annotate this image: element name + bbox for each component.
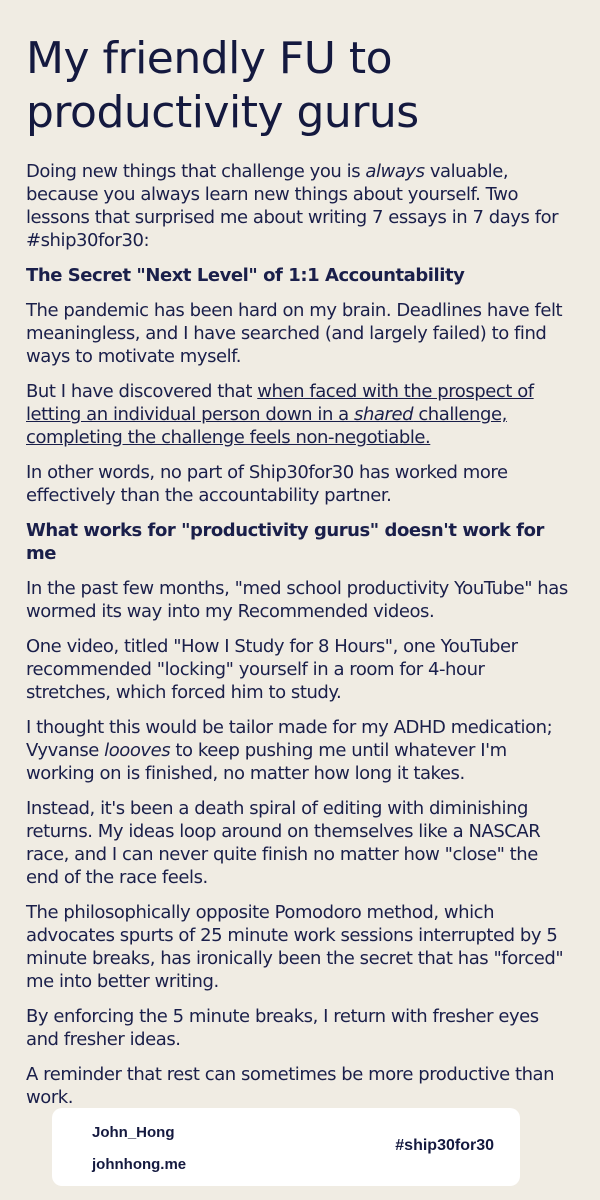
paragraph: Instead, it's been a death spiral of editing with diminishing returns. My ideas loop around on themselves like a NASCAR race, and I can never quite finish no matter how "close" the end of the race feels. [26,798,541,888]
hashtag[interactable]: #ship30for30 [395,1137,494,1154]
essay-title: My friendly FU to productivity gurus [26,33,419,138]
paragraph: A reminder that rest can sometimes be more productive than work. [26,1064,555,1108]
paragraph: The pandemic has been hard on my brain. Deadlines have felt meaningless, and I have searched (and largely failed) to find ways to motivate myself. [26,300,563,367]
emphasis-text: loooves [104,740,171,761]
underlined-emphasis: shared [354,404,414,425]
paragraph-text: I thought this would be tailor made for my ADHD medication; Vyvanse [26,717,553,761]
paragraph: In other words, no part of Ship30for30 has worked more effectively than the accountability partner. [26,462,508,506]
paragraph: The philosophically opposite Pomodoro method, which advocates spurts of 25 minute work sessions interrupted by 5 minute breaks, has ironically been the secret that has "forced" me into better writing. [26,902,564,992]
intro-text-end: valuable, because you always learn new things about yourself. Two lessons that surprised me about writing 7 essays in 7 days for #ship30for30: [26,161,559,251]
author-card [52,1108,520,1186]
intro-emphasis: always [365,161,425,182]
section-heading-productivity-gurus: What works for "productivity gurus" doesn't work for me [26,520,544,564]
paragraph-text: But I have discovered that [26,381,258,402]
section-heading-accountability: The Secret "Next Level" of 1:1 Accountability [26,265,465,286]
intro-text-start: Doing new things that challenge you is [26,161,366,182]
paragraph [26,380,574,449]
paragraph: In the past few months, "med school productivity YouTube" has wormed its way into my Recommended videos. [26,578,568,622]
underlined-text: challenge, completing the challenge feels non-negotiable. [26,404,507,448]
paragraph: One video, titled "How I Study for 8 Hours", one YouTuber recommended "locking" yourself in a room for 4-hour stretches, which forced him to study. [26,636,518,703]
underlined-text: when faced with the prospect of letting an individual person down in a [26,381,534,425]
intro-paragraph [26,160,574,252]
essay-body [26,160,574,1109]
author-website[interactable]: johnhong.me [92,1156,187,1173]
author-name: John_Hong [92,1124,175,1141]
paragraph: By enforcing the 5 minute breaks, I return with fresher eyes and fresher ideas. [26,1006,539,1050]
paragraph [26,716,574,785]
paragraph-text: to keep pushing me until whatever I'm working on is finished, no matter how long it takes. [26,740,507,784]
